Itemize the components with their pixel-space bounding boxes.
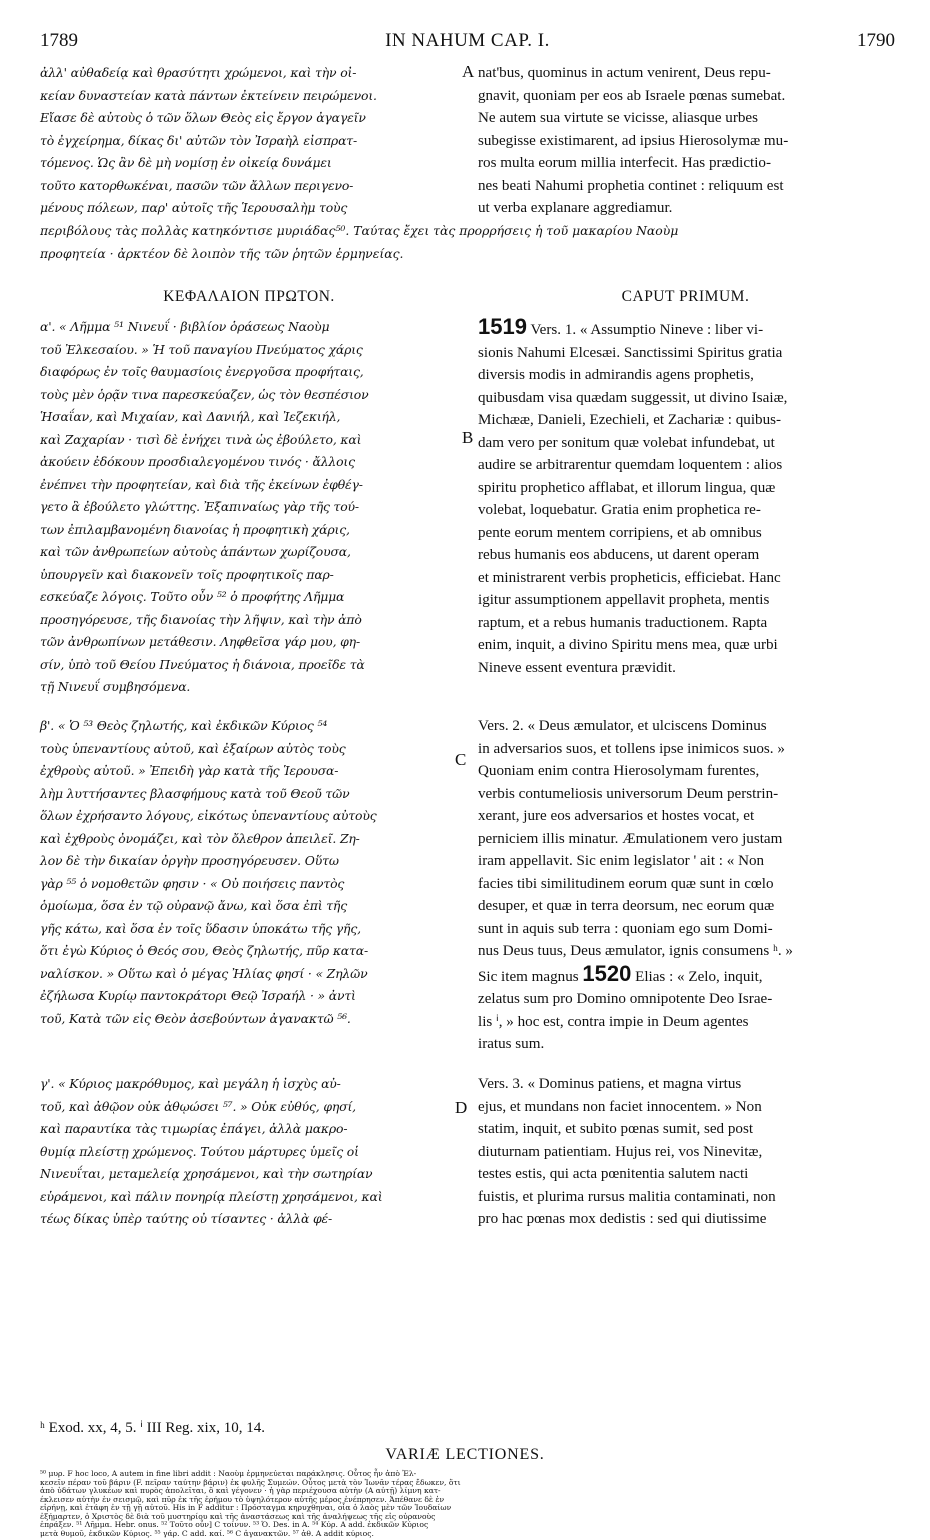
text-line: iram appellavit. Sic enim legislator ' ait : « Non (478, 853, 765, 869)
text-line: καὶ τῶν ἀνθρωπείων αὐτοὺς ἁπάντων χωρίζουσα, (40, 544, 351, 559)
text-line: καὶ ἐχθροὺς ὀνομάζει, καὶ τὸν ὄλεθρον ἀπειλεῖ. Ζη- (40, 830, 360, 846)
section-2-greek (40, 715, 458, 1030)
variae-lectiones (40, 1470, 895, 1538)
intro-greek-full-width (40, 220, 895, 265)
text-line: audire se arbitrarentur quemdam loquentem : alios (478, 457, 783, 473)
text-line: zelatus sum pro Domino omnipotente Deo Israe- (478, 991, 773, 1007)
text-line: εὑράμενοι, καὶ πάλιν πονηρίᾳ πλείστῃ χρησάμενοι, καὶ (40, 1188, 383, 1204)
text-line: τέως δίκας ὑπὲρ ταύτης οὐ τίσαντες · ἀλλὰ φέ- (40, 1211, 333, 1226)
text-line: enim, inquit, a divino Spiritu mens mea, quæ urbi (478, 637, 778, 653)
text-line: ⁵⁰ μυρ. F hoc loco, A autem in fine libri addit : Ναοὺμ ἑρμηνεύεται παράκλησις. Οὗτος ἦν ἀπὸ Ἐλ- (40, 1469, 417, 1478)
text-line: τόμενος. Ὡς ἂν δὲ μὴ νομίσῃ ἐν οἰκείᾳ δυνάμει (40, 155, 332, 170)
text-line: volebat, loquebatur. Gratia enim prophetica re- (478, 502, 761, 518)
text-line: pente eorum mentem corripiens, et ab omnibus (478, 524, 762, 541)
text-line: iratus sum. (478, 1036, 545, 1052)
text-line: quibusdam visa quædam suggessit, ut divino Isaiæ, (478, 389, 788, 406)
text-line: Ἡσαΐαν, καὶ Μιχαίαν, καὶ Δανιήλ, καὶ Ἰεζεκιήλ, (40, 409, 341, 424)
intro-greek-column (40, 62, 458, 220)
verse-2-continuation: Elias : « Zelo, inquit, (631, 968, 763, 985)
margin-letter-c: C (455, 750, 467, 769)
text-line: ἐχθροὺς αὐτοῦ. » Ἐπειδὴ γὰρ κατὰ τῆς Ἱερουσα- (40, 763, 339, 778)
page-number-left: 1789 (40, 30, 78, 51)
text-line: Ne autem sua virtute se vicisse, aliasque urbes (478, 110, 758, 126)
text-line: κείαν δυναστείαν κατὰ πάντων ἐκτείνειν πειρώμενοι. (40, 87, 377, 103)
text-line: perniciem illis minatur. Æmulationem vero justam (478, 830, 783, 847)
text-line: ἐξήμαρτεν, ὁ Χριστὸς δὲ διὰ τοῦ μυστηρίου καὶ τῆς ἀναστάσεως καὶ τῆς ἀναλήψεως τῆς εἰς οὐρανοὺς (40, 1511, 436, 1521)
text-line: εἰρήνῃ, καὶ ἐτάφη ἐν τῇ γῇ αὐτοῦ. His in F additur : Πρόσταγμα κηρυχθηναι, οἷα ὁ λαὸς μὲν τῶν Ἰουδαίων (40, 1503, 452, 1512)
text-line: Εἴασε δὲ αὐτοὺς ὁ τῶν ὅλων Θεὸς εἰς ἔργον ἀγαγεῖν (40, 110, 366, 125)
text-line (478, 960, 893, 989)
footnote: ʰ Exod. xx, 4, 5. ⁱ III Reg. xix, 10, 14. (40, 1420, 265, 1436)
text-line: γ'. « Κύριος μακρόθυμος, καὶ μεγάλη ἡ ἰσχὺς αὐ- (40, 1076, 341, 1091)
section-3-greek (40, 1073, 458, 1231)
text-line: προσηγόρευσε, τῆς διανοίας τὴν λῆψιν, καὶ τὴν ἀπὸ (40, 611, 362, 627)
verse-1-start: Vers. 1. « Assumptio Nineve : liber vi- (526, 322, 764, 338)
text-line: καὶ παραυτίκα τὰς τιμωρίας ἐπάγει, ἀλλὰ μακρο- (40, 1121, 348, 1136)
text-line: τῶν ἀνθρωπίνων μετάθεσιν. Ληφθεῖσα γάρ μου, φη- (40, 634, 360, 649)
text-line: xerant, jure eos adversarios et hostes vocat, et (478, 808, 755, 824)
text-line: Quoniam enim contra Hierosolymam furentes, (478, 763, 760, 779)
text-line: sunt in aquis sub terra : quoniam ego sum Domi- (478, 920, 773, 937)
text-line: dam vero per sonitum quæ volebat infundebat, ut (478, 434, 775, 451)
text-line: ut verba explanare aggrediamur. (478, 200, 673, 216)
text-line: desuper, et quæ in terra deorsum, nec eorum quæ (478, 898, 775, 914)
text-line: rebus humanis eos abducens, ut darent operam (478, 547, 760, 563)
text-line: α'. « Λῆμμα ⁵¹ Νινευΐ · βιβλίον ὁράσεως Ναοὺμ (40, 319, 330, 334)
text-line: Vers. 2. « Deus æmulator, et ulciscens Dominus (478, 718, 767, 734)
text-line: εσκεύαζε λόγοις. Τοῦτο οὖν ⁵² ὁ προφήτης Λῆμμα (40, 589, 345, 604)
text-line: ναλίσκον. » Οὕτω καὶ ὁ μέγας Ἠλίας φησί · « Ζηλῶν (40, 965, 368, 981)
text-line: nat'bus, quominus in actum venirent, Deus repu- (478, 65, 771, 81)
text-line: τοῦ, καὶ ἀθῷον οὐκ ἀθῳώσει ⁵⁷. » Οὐκ εὐθύς, φησί, (40, 1098, 356, 1114)
text-line: θυμίᾳ πλείστῃ χρώμενος. Τούτου μάρτυρες ὑμεῖς οἱ (40, 1143, 359, 1159)
text-line: έκλεισεν αὐτὴν ἐν σεισμῷ, καὶ πῦρ ἐκ τῆς ἐρήμου τὸ ὑψηλότερον αὐτῆς μέρος ἐνέπρησεν. Ἀπέθανε δὲ ἐν (40, 1494, 445, 1504)
text-line: subegisse existimarent, ad ipsius Hierosolymæ mu- (478, 132, 789, 149)
text-line: ὅτι ἐγὼ Κύριος ὁ Θεός σου, Θεὸς ζηλωτής, πῦρ κατα- (40, 943, 368, 958)
page-number-right: 1790 (857, 30, 895, 51)
text-line: ὅλων ἐχρήσαντο λόγους, εἰκότως ὑπεναντίους αὐτοὺς (40, 808, 377, 823)
text-line: ὑπουργεῖν καὶ διακονεῖν τοῖς προφητικοῖς παρ- (40, 566, 334, 582)
margin-letter-d: D (455, 1098, 468, 1117)
text-line: γῆς κάτω, καὶ ὅσα ἐν τοῖς ὕδασιν ὑποκάτω τῆς γῆς, (40, 920, 361, 936)
column-number-1520: 1520 (582, 960, 632, 986)
text-line: ὁμοίωμα, ὅσα ἐν τῷ οὐρανῷ ἄνω, καὶ ὅσα ἐπὶ τῆς (40, 898, 347, 913)
text-line: γὰρ ⁵⁵ ὁ νομοθετῶν φησιν · « Οὐ ποιήσεις παντὸς (40, 875, 345, 891)
text-line: καὶ Ζαχαρίαν · τισὶ δὲ ἐνήχει τινὰ ὡς ἐβούλετο, καὶ (40, 431, 362, 447)
column-number-1519: 1519 (478, 314, 527, 339)
text-line: προφητεία · ἀρκτέον δὲ λοιπὸν τῆς τῶν ῥητῶν ἑρμηνείας. (40, 245, 404, 261)
text-line: sionis Nahumi Elcesæi. Sanctissimi Spiritus gratia (478, 344, 783, 361)
section-1-greek (40, 316, 458, 699)
text-line: spiritu prophetico afflabat, et illorum lingua, quæ (478, 479, 776, 496)
text-line: in adversarios suos, et tollens ipse inimicos suos. » (478, 740, 785, 757)
text-line: et ministrarent verbis propheticis, efficiebat. Hanc (478, 569, 781, 586)
text-line: fuistis, et plurima rursus malitia contaminati, non (478, 1188, 776, 1205)
text-line: Michææ, Danieli, Ezechieli, et Zachariæ : quibus- (478, 412, 782, 428)
text-line (478, 316, 893, 342)
text-line: ἀλλ' αὐθαδείᾳ καὶ θρασύτητι χρώμενοι, καὶ τὴν οἰ- (40, 65, 357, 80)
text-line: testes estis, qui acta pœnitentia salutem nacti (478, 1166, 749, 1182)
running-title: IN NAHUM CAP. I. (385, 30, 550, 51)
text-line: Νινευΐται, μεταμελείᾳ χρησάμενοι, καὶ τὴν σωτηρίαν (40, 1166, 373, 1181)
section-3-latin (478, 1073, 893, 1231)
text-line: lis ⁱ, » hoc est, contra impie in Deum agentes (478, 1013, 749, 1030)
text-line: Vers. 3. « Dominus patiens, et magna virtus (478, 1076, 742, 1092)
text-line: ejus, et mundans non faciet innocentem. » Non (478, 1098, 762, 1115)
text-line: β'. « Ὁ ⁵³ Θεὸς ζηλωτής, καὶ ἐκδικῶν Κύριος ⁵⁴ (40, 718, 328, 733)
margin-letter-a: A (462, 62, 475, 81)
text-line: ἐπράξεν. ⁵¹ Λῆμμα. Hebr. onus. ⁵² Τοῦτο οὖν] C τοίνυν. ⁵³ Ὁ. Des. in A. ⁵⁴ Κύρ. A add. ἐκδικῶν Κύριος (40, 1520, 429, 1529)
text-line: τὸ ἐγχείρημα, δίκας δι' αὐτῶν τὸν Ἰσραὴλ εἰσπρατ- (40, 132, 358, 148)
margin-letter-b: B (462, 428, 474, 447)
text-line: verbis contumeliosis universorum Deum perstrin- (478, 785, 779, 802)
text-line: ἐζήλωσα Κυρίῳ παντοκράτορι Θεῷ Ἰσραήλ · » ἀντὶ (40, 988, 356, 1003)
text-line: Nineve essent eventura prævidit. (478, 659, 676, 676)
text-line: ἀπὸ ὑδάτων γλυκέων καὶ πυρὸς ἀπολεῖται, ὃ καὶ γέγονεν · ἡ γὰρ περιέχουσα αὐτὴν (A αὐτῇ) λίμνη κατ- (40, 1486, 441, 1495)
chapter-title-greek: ΚΕΦΑΛΑΙΟΝ ΠΡΩΤΟΝ. (163, 288, 335, 305)
verse-2-continuation: Sic item magnus (478, 968, 583, 985)
text-line: περιβόλους τὰς πολλὰς κατηκόντισε μυριάδας⁵⁰. Ταύτας ἔχει τὰς προρρήσεις ἡ τοῦ μακαρίου Ναοὺμ (40, 223, 679, 238)
running-header (40, 30, 895, 60)
text-line: τοὺς ὑπεναντίους αὐτοῦ, καὶ ἐξαίρων αὐτὸς τοὺς (40, 740, 346, 756)
section-2-latin (478, 715, 893, 1056)
text-line: γετο ἃ ἐβούλετο γλώττης. Ἐξαπιναίως γὰρ τῆς τού- (40, 499, 359, 514)
text-line: igitur assumptionem appellavit propheta, mentis (478, 592, 770, 608)
text-line: ἐνέπνει τὴν προφητείαν, καὶ διὰ τῆς ἐκείνων ἐφθέγ- (40, 476, 363, 492)
text-line: pro hac pœnas mox dedistis : sed qui diutissime (478, 1211, 767, 1227)
text-line: nes beati Nahumi prophetia continet : reliquum est (478, 177, 784, 194)
text-line: μετὰ θυμοῦ, ἐκδικῶν Κύριος. ⁵⁵ γάρ. C add. καί. ⁵⁶ C ἀγανακτῶν. ⁵⁷ ἀθ. A addit κύριος. (40, 1528, 374, 1538)
chapter-title-latin: CAPUT PRIMUM. (621, 288, 750, 305)
text-line: τοῦ, Κατὰ τῶν εἰς Θεὸν ἀσεβούντων ἀγανακτῶ ⁵⁶. (40, 1010, 351, 1026)
text-line: τοῦτο κατορθωκέναι, πασῶν τῶν ἄλλων περιγενο- (40, 177, 354, 193)
text-line: λον δὲ τὴν δικαίαν ὀργὴν προσηγόρευσεν. Οὕτω (40, 853, 339, 868)
text-line: σίν, ὑπὸ τοῦ Θείου Πνεύματος ἡ διάνοια, προεῖδε τὰ (40, 656, 365, 672)
section-1-latin (478, 316, 893, 679)
text-line: gnavit, quoniam per eos ab Israele pœnas sumebat. (478, 87, 786, 104)
text-line: ros multa eorum millia interfecit. Has prædictio- (478, 155, 771, 171)
text-line: των ἐπιλαμβανομένη διανοίας ἡ προφητικὴ χάρις, (40, 521, 350, 537)
text-line: κεσεῖν πέραν τοῦ βάριν (F. πεῖραν ταύτην βάριν) ἐκ φυλῆς Συμεών. Οὗτος μετὰ τὸν Ἰωνᾶν τέρας ἔδωκεν, ὅτι (40, 1477, 461, 1487)
text-line: diuturnam patientiam. Hujus rei, vos Ninevitæ, (478, 1143, 763, 1160)
text-line: ἀκούειν ἐδόκουν προσδιαλεγομένου τινός · ἄλλοις (40, 454, 355, 469)
text-line: τοῦ Ἐλκεσαίου. » Ἡ τοῦ παναγίου Πνεύματος χάρις (40, 341, 363, 357)
text-line: statim, inquit, et subito pœnas sumit, sed post (478, 1121, 754, 1137)
text-line: diversis modis in admirandis agens prophetis, (478, 367, 754, 383)
intro-latin-column (478, 62, 893, 220)
text-line: τοὺς μὲν ὁρᾷν τινα παρεσκεύαζεν, ὡς τὸν θεσπέσιον (40, 386, 369, 402)
variae-lectiones-title: VARIÆ LECTIONES. (385, 1446, 545, 1463)
text-line: λὴμ λυττήσαντες βλασφήμους κατὰ τοῦ Θεοῦ τῶν (40, 785, 350, 801)
text-line: raptum, et a rebus humanis traductionem. Rapta (478, 614, 768, 631)
text-line: nus Deus tuus, Deus æmulator, ignis consumens ʰ. » (478, 943, 793, 959)
text-line: διαφόρως ἐν τοῖς θαυμασίοις ἐνεργοῦσα προφήταις, (40, 364, 364, 379)
text-line: μένους πόλεων, παρ' αὐτοῖς τῆς Ἱερουσαλὴμ τοὺς (40, 200, 348, 215)
text-line: facies tibi similitudinem eorum quæ sunt in cœlo (478, 875, 774, 892)
text-line: τῇ Νινευΐ συμβησόμενα. (40, 679, 191, 694)
